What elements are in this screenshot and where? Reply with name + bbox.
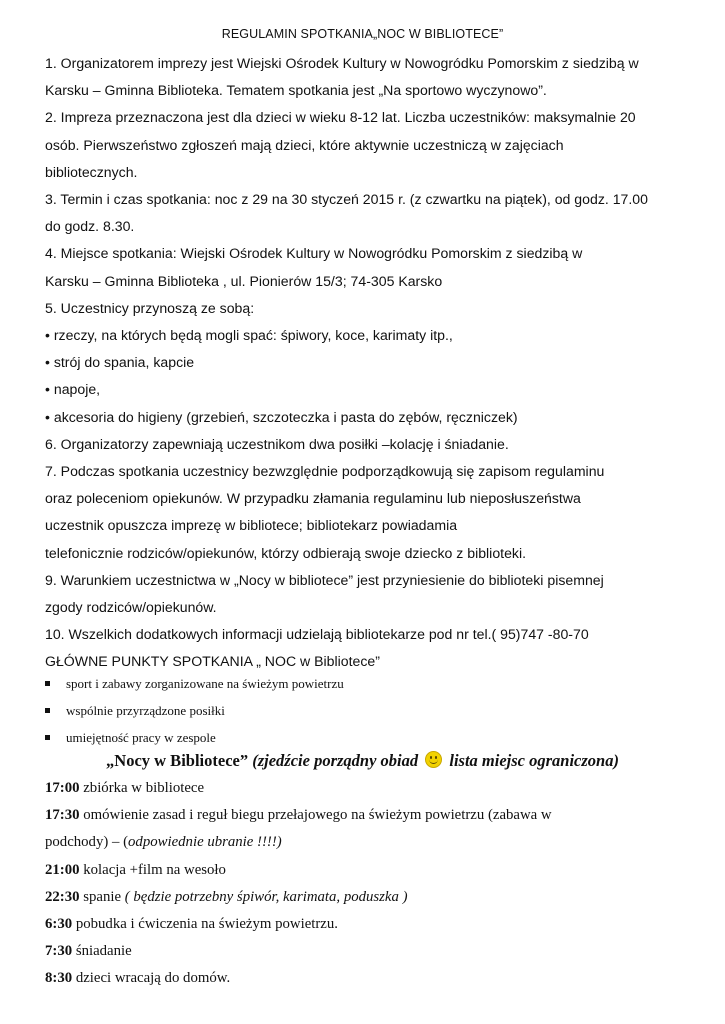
schedule-text: omówienie zasad i reguł biegu przełajowego na świeżym powietrzu (zabawa w [83,807,552,824]
regulation-line: 6. Organizatorzy zapewniają uczestnikom dwa posiłki –kolację i śniadanie. [45,435,509,452]
schedule-text: zbiórka w bibliotece [83,780,205,796]
regulation-line: zgody rodziców/opiekunów. [45,599,217,616]
schedule-text: dzieci wracają do domów. [75,970,231,987]
regulation-line: Karsku – Gminna Biblioteka , ul. Pionierów 15/3; 74-305 Karsko [45,272,443,289]
regulation-line: osób. Pierwszeństwo zgłoszeń mają dzieci, które aktywnie uczestniczą w zajęciach [45,136,564,153]
square-bullet-icon [45,708,50,713]
schedule-time: 17:30 [45,807,80,824]
square-bullet-icon [45,681,50,686]
schedule-text: spanie [83,888,125,905]
regulation-line: 7. Podczas spotkania uczestnicy bezwzględnie podporządkowują się zapisom regulaminu [45,463,605,480]
schedule-time: 7:30 [45,943,73,960]
regulation-line: bibliotecznych. [45,163,138,180]
regulation-line: 2. Impreza przeznaczona jest dla dzieci w wieku 8-12 lat. Liczba uczestników: maksymalnie 20 [45,109,636,126]
schedule-text: kolacja +film na wesoło [83,861,226,878]
schedule-row [45,884,695,911]
schedule-row [45,857,695,884]
main-points-list [45,670,685,751]
square-bullet-icon [45,735,50,740]
schedule-row [45,802,695,829]
main-point-item [45,724,685,751]
regulation-line: do godz. 8.30. [45,218,135,235]
regulation-line: 9. Warunkiem uczestnictwa w „Nocy w bibliotece” jest przyniesienie do biblioteki pisemnej [45,571,604,588]
schedule-text: podchody) – ( [45,834,129,851]
schedule-time: 17:00 [45,780,80,796]
regulation-line: • akcesoria do higieny (grzebień, szczoteczka i pasta do zębów, ręczniczek) [45,408,518,425]
main-point-text: wspólnie przyrządzone posiłki [66,703,225,718]
main-point-item [45,670,685,697]
regulation-line: telefonicznie rodziców/opiekunów, którzy odbierają swoje dziecko z biblioteki. [45,544,527,561]
schedule-time: 21:00 [45,861,80,878]
document-title: REGULAMIN SPOTKANIA„NOC W BIBLIOTECE” [221,27,504,41]
schedule-note: odpowiednie ubranie !!!!) [128,834,282,851]
main-point-text: sport i zabawy zorganizowane na świeżym powietrzu [66,676,344,691]
schedule-row [45,965,695,992]
schedule-note: ( będzie potrzebny śpiwór, karimata, poduszka ) [124,888,408,905]
main-points-heading: GŁÓWNE PUNKTY SPOTKANIA „ NOC w Bibliotece” [45,653,380,670]
schedule-time: 22:30 [45,888,80,905]
schedule-list [45,775,695,993]
main-point-item [45,697,685,724]
regulation-line: • strój do spania, kapcie [45,354,195,371]
nocy-title: „Nocy w Bibliotece” [106,751,249,770]
nocy-note-before: (zjedźcie porządny obiad [252,751,419,770]
schedule-row [45,911,695,938]
schedule-time: 6:30 [45,916,73,933]
regulation-line: • rzeczy, na których będą mogli spać: śpiwory, koce, karimaty itp., [45,327,453,344]
schedule-text: pobudka i ćwiczenia na świeżym powietrzu. [75,916,338,933]
nocy-header [0,751,725,771]
regulation-line: oraz poleceniom opiekunów. W przypadku złamania regulaminu lub nieposłuszeństwa [45,490,581,507]
regulation-line: 5. Uczestnicy przynoszą ze sobą: [45,299,255,316]
schedule-row [45,775,695,802]
schedule-time: 8:30 [45,970,73,987]
schedule-text: śniadanie [75,943,132,960]
smiley-icon [425,751,442,768]
nocy-note-after: lista miejsc ograniczona) [449,751,619,770]
regulation-line: 3. Termin i czas spotkania: noc z 29 na 30 styczeń 2015 r. (z czwartku na piątek), od godz. 17.00 [45,191,648,208]
schedule-row [45,829,695,856]
regulation-line: 1. Organizatorem imprezy jest Wiejski Ośrodek Kultury w Nowogródku Pomorskim z siedzibą w [45,55,639,71]
regulation-line: uczestnik opuszcza imprezę w bibliotece; bibliotekarz powiadamia [45,517,458,534]
regulation-line: 4. Miejsce spotkania: Wiejski Ośrodek Kultury w Nowogródku Pomorskim z siedzibą w [45,245,583,262]
main-point-text: umiejętność pracy w zespole [66,730,216,745]
regulation-line: • napoje, [45,381,101,398]
regulations-list [45,50,685,676]
regulation-line: 10. Wszelkich dodatkowych informacji udzielają bibliotekarze pod nr tel.( 95)747 -80-70 [45,626,589,643]
schedule-row [45,938,695,965]
regulation-line: Karsku – Gminna Biblioteka. Tematem spotkania jest „Na sportowo wyczynowo”. [45,82,547,99]
